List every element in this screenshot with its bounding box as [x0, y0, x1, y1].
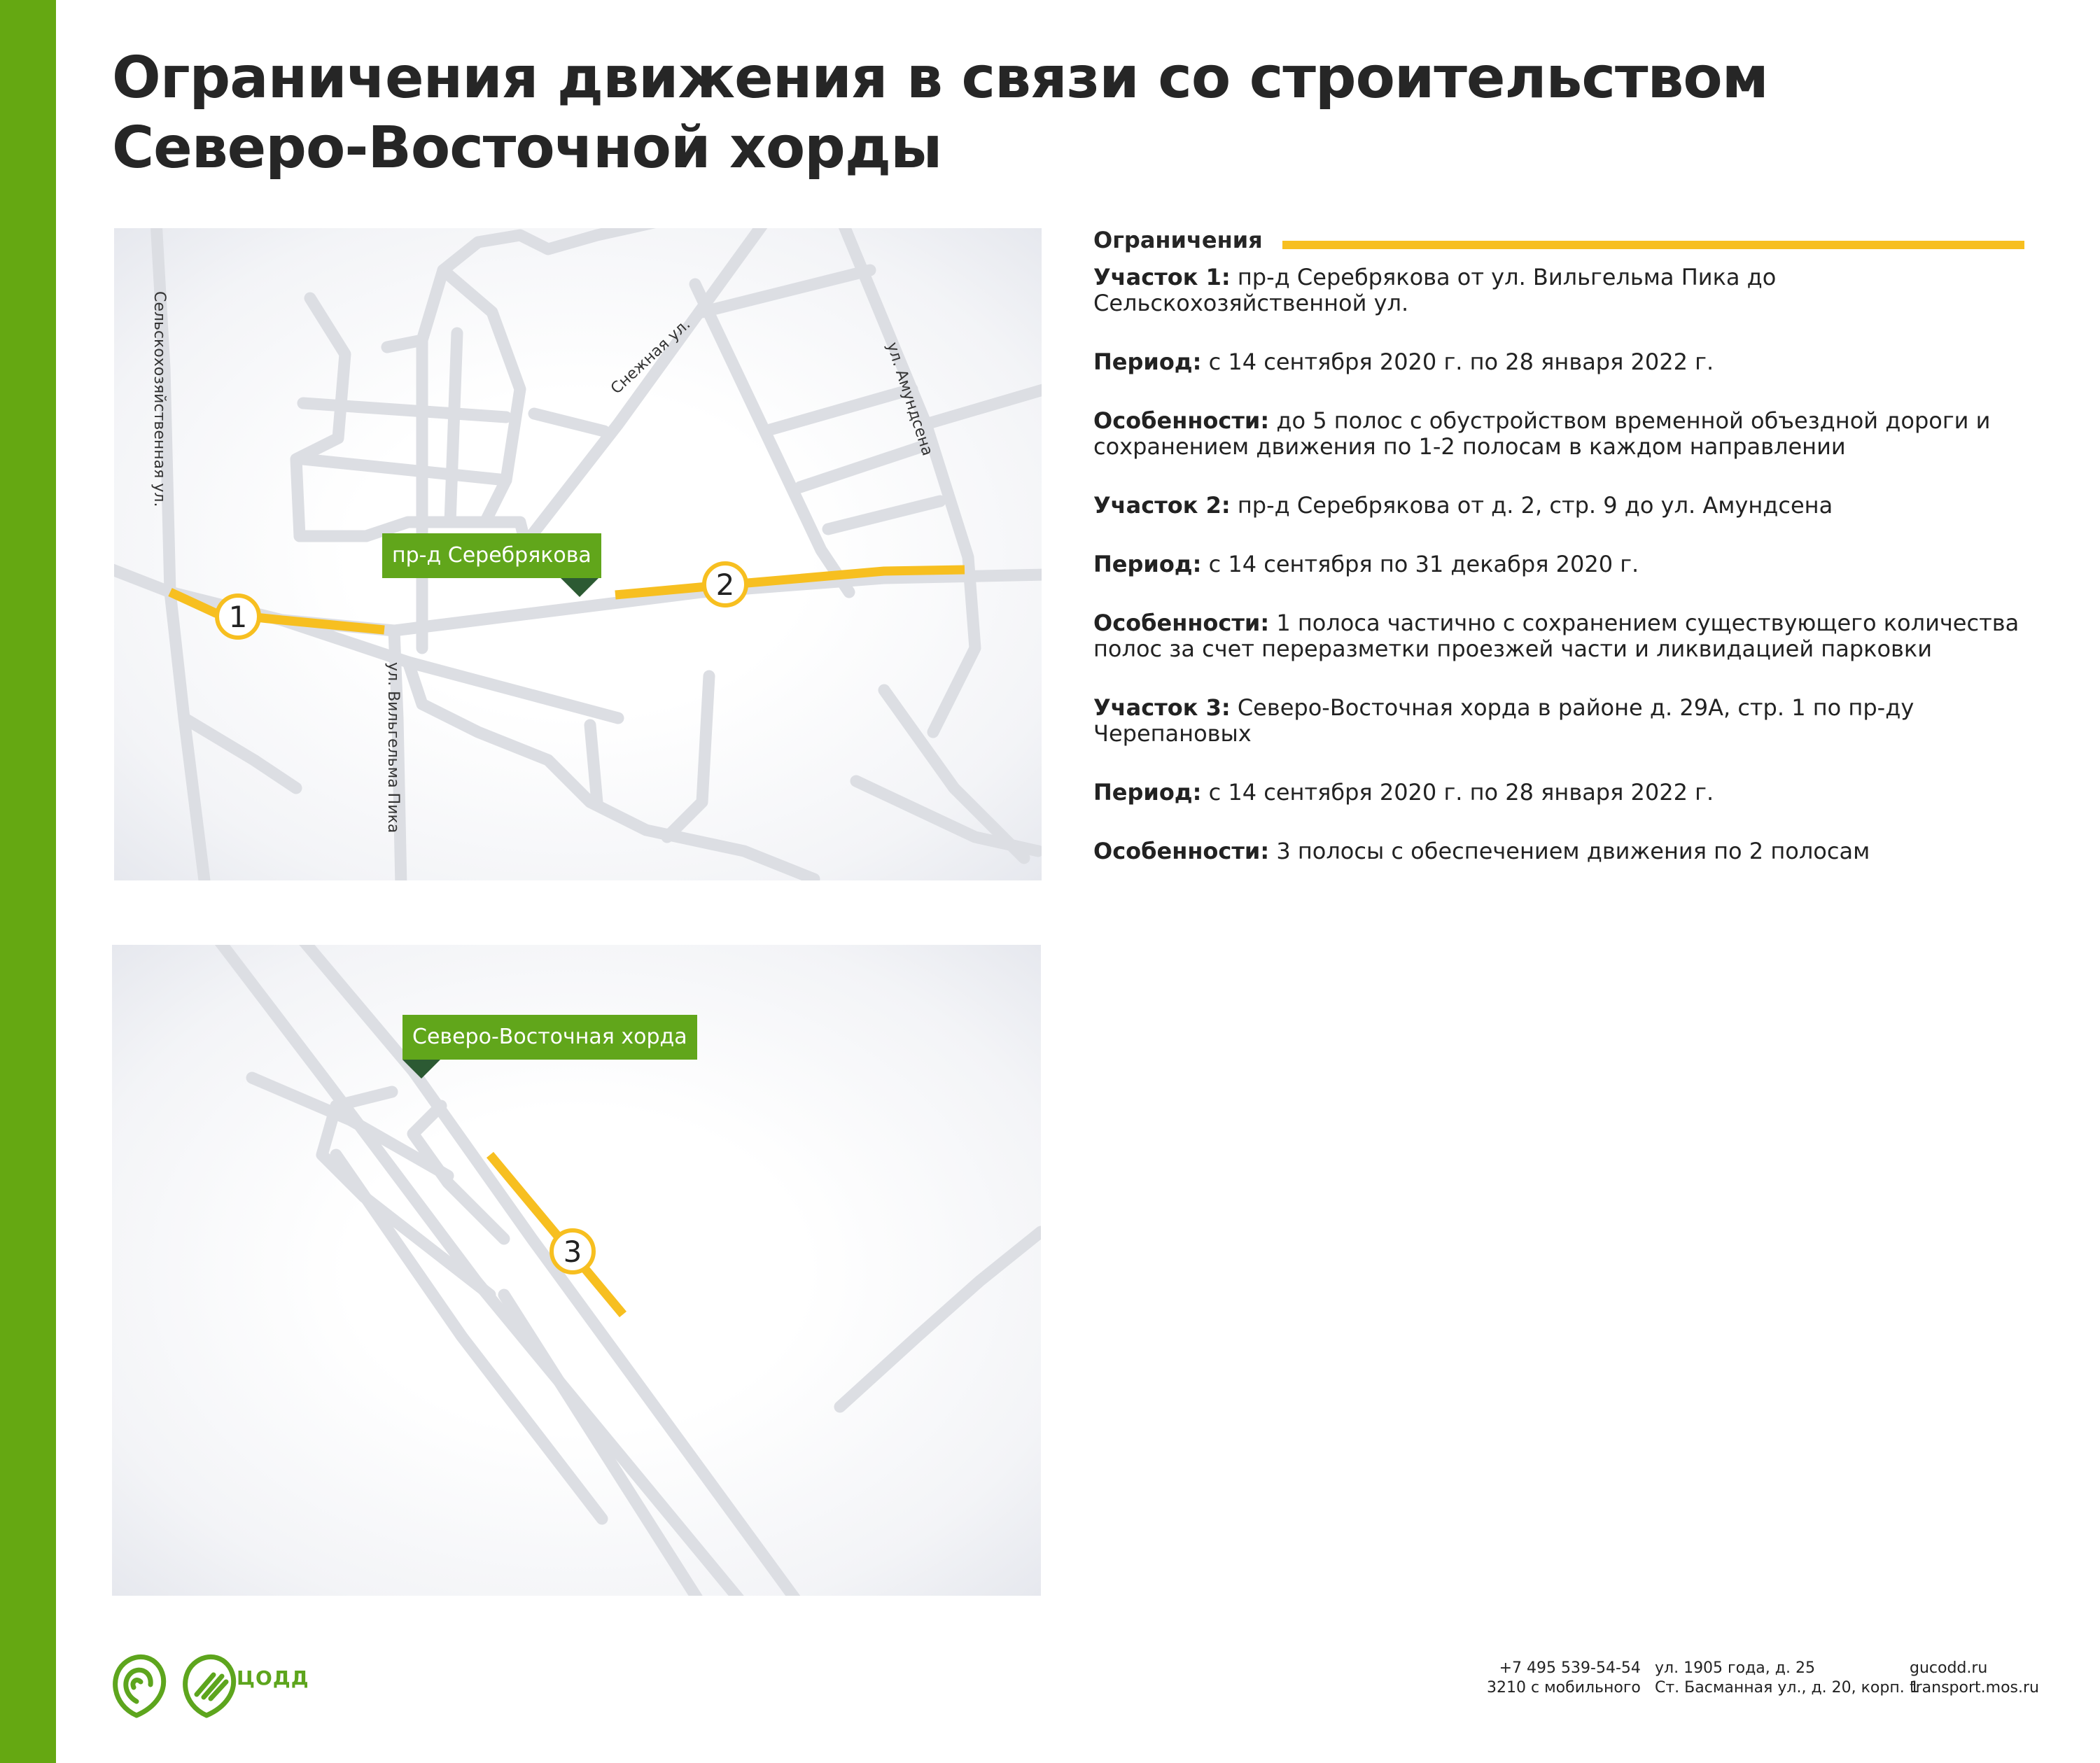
restriction-paragraph-label: Участок 1:: [1093, 264, 1231, 290]
restriction-paragraph: [1093, 408, 2024, 460]
restrictions-heading-line: [1282, 241, 2024, 249]
restriction-paragraph-label: Период:: [1093, 349, 1202, 375]
street-label-wilhelm-pik: ул. Вильгельма Пика: [384, 662, 402, 834]
restriction-paragraph: [1093, 552, 2024, 577]
callout-pointer-north-east-chord: [402, 1060, 440, 1079]
road-south-v1: [590, 725, 597, 802]
marker-2-label: 2: [715, 568, 735, 602]
logo-text: ЦОДД: [237, 1666, 309, 1690]
restrictions-header: [1093, 223, 2024, 265]
restriction-paragraph: [1093, 493, 2024, 519]
street-label-snezhnaya: Снежная ул.: [608, 316, 694, 398]
restriction-paragraph-text: с 14 сентября 2020 г. по 28 января 2022 г.: [1201, 779, 1714, 806]
road-east-short: [856, 781, 1038, 851]
footer-address-1: ул. 1905 года, д. 25: [1655, 1659, 1815, 1677]
restriction-segment-3: [490, 1155, 623, 1314]
restriction-paragraph-text: пр-д Серебрякова от ул. Вильгельма Пика до Сельскохозяйственной ул.: [1093, 264, 1777, 316]
footer-sites: [1910, 1659, 2039, 1698]
callout-north-east-chord: Северо-Восточная хорда: [402, 1015, 697, 1060]
restrictions-panel: [1093, 223, 2024, 908]
restriction-paragraph-label: Особенности:: [1093, 610, 1270, 636]
map-north-east-chord: [112, 945, 1041, 1596]
restriction-paragraph: [1093, 838, 2024, 864]
road-west-h1: [303, 403, 506, 417]
footer-phone-mobile: 3210 с мобильного: [1487, 1679, 1641, 1697]
restriction-paragraph: [1093, 610, 2024, 662]
restriction-paragraph-text: с 14 сентября 2020 г. по 28 января 2022 г.: [1201, 349, 1714, 375]
road-ne-h4: [828, 501, 940, 529]
page-title: [112, 43, 1862, 183]
restriction-paragraph-label: Период:: [1093, 551, 1202, 577]
marker-1: [217, 596, 259, 638]
marker-2: [704, 563, 746, 605]
page-title-line-2: Северо-Восточной хорды: [112, 115, 942, 181]
street-label-amundsena: ул. Амундсена: [883, 340, 937, 458]
road-snezhnaya: [520, 228, 765, 550]
road-loop-north: [387, 228, 660, 347]
road-north-west: [296, 298, 345, 536]
callout-pointer-serebryakova: [561, 578, 598, 597]
marker-3-label: 3: [563, 1235, 582, 1269]
road-ne-h3: [800, 445, 926, 487]
footer-phones: [1487, 1659, 1641, 1698]
codd-logo-icon: [108, 1648, 238, 1725]
restriction-paragraph-text: 3 полосы с обеспечением движения по 2 полосам: [1269, 838, 1870, 864]
restriction-paragraph-label: Особенности:: [1093, 838, 1270, 864]
restriction-paragraph: [1093, 695, 2024, 747]
restriction-paragraph-label: Участок 2:: [1093, 492, 1231, 519]
restriction-paragraph-text: с 14 сентября по 31 декабря 2020 г.: [1201, 551, 1639, 577]
road-se-block: [926, 389, 1042, 424]
road-south-v2: [667, 676, 709, 837]
road-south-loop: [408, 662, 814, 879]
footer-addresses: [1655, 1659, 1919, 1698]
restriction-paragraph-text: 1 полоса частично с сохранением существующего количества полос за счет переразметки проезжей части и ликвидацией парковки: [1093, 610, 2019, 662]
road-snezhnaya-branch: [534, 414, 604, 431]
footer-site-2[interactable]: transport.mos.ru: [1910, 1679, 2039, 1697]
restriction-paragraph-text: Северо-Восточная хорда в районе д. 29А, стр. 1 по пр-ду Черепановых: [1093, 694, 1914, 747]
marker-3: [552, 1230, 594, 1272]
restrictions-list: [1093, 265, 2024, 864]
brand-side-bar: [0, 0, 56, 1763]
road-ne-h2: [765, 389, 912, 431]
page-title-line-1: Ограничения движения в связи со строительством: [112, 45, 1768, 111]
restriction-paragraph-text: до 5 полос с обустройством временной объездной дороги и сохранением движения по 1-2 полосам в каждом направлении: [1093, 407, 1991, 460]
footer-address-2: Ст. Басманная ул., д. 20, корп. 1: [1655, 1679, 1919, 1697]
restrictions-fade: [1092, 873, 2030, 915]
restriction-paragraph-label: Период:: [1093, 779, 1202, 806]
road-east-branch: [840, 1232, 1041, 1407]
street-label-selskohoz: Сельскохозяйственная ул.: [150, 291, 168, 507]
footer-phone[interactable]: +7 495 539-54-54: [1499, 1659, 1641, 1677]
restriction-paragraph: [1093, 780, 2024, 806]
marker-1-label: 1: [228, 600, 248, 634]
road-ne-diag: [695, 284, 849, 592]
restriction-paragraph: [1093, 265, 2024, 316]
road-west-v: [450, 333, 457, 522]
road-sw-stub: [184, 718, 296, 788]
restriction-paragraph: [1093, 349, 2024, 375]
road-west-h2: [303, 459, 506, 480]
restrictions-heading: Ограничения: [1093, 227, 1263, 253]
restriction-paragraph-text: пр-д Серебрякова от д. 2, стр. 9 до ул. Амундсена: [1230, 492, 1833, 519]
map-serebryakova: [114, 228, 1042, 880]
footer-site-1[interactable]: gucodd.ru: [1910, 1659, 1988, 1677]
road-south-curve: [282, 620, 618, 718]
restriction-paragraph-label: Особенности:: [1093, 407, 1270, 434]
callout-serebryakova: пр-д Серебрякова: [382, 533, 601, 578]
restriction-paragraph-label: Участок 3:: [1093, 694, 1231, 721]
road-amundsena: [842, 228, 975, 732]
road-west-stub: [114, 568, 170, 592]
